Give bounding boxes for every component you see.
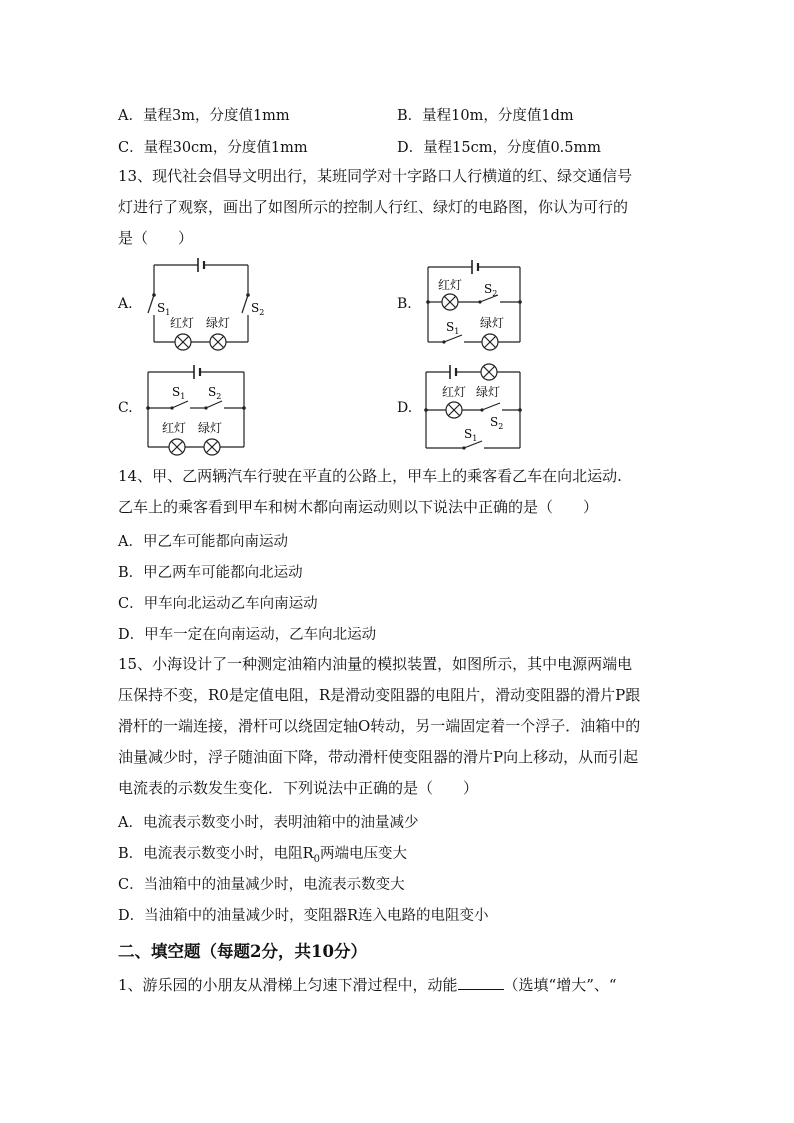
red-lamp-label: 红灯 xyxy=(162,421,187,435)
s2-label: S xyxy=(208,385,217,399)
circuit-d-diagram xyxy=(420,360,530,455)
circuit-c-diagram xyxy=(142,360,262,455)
fill1-blank[interactable] xyxy=(458,975,504,990)
q15-option-d: D．当油箱中的油量减少时，变阻器R连入电路的电阻变小 xyxy=(118,908,489,924)
s2-label: S xyxy=(251,301,260,315)
q12-option-a: A．量程3m，分度值1mm xyxy=(118,108,290,124)
svg-text:S1 xyxy=(157,301,170,317)
q15-stem-line5: 电流表的示数发生变化．下列说法中正确的是（ ） xyxy=(118,779,479,797)
section-heading: 二、填空题（每题2分，共10分） xyxy=(118,942,367,961)
s1-subscript: 1 xyxy=(180,392,186,401)
circuit-a-label: A. xyxy=(118,296,133,312)
circuit-b-label: B. xyxy=(397,296,412,312)
q15-option-c: C．当油箱中的油量减少时，电流表示数变大 xyxy=(118,877,405,893)
q15-option-a: A．电流表示数变小时，表明油箱中的油量减少 xyxy=(118,815,419,831)
circuit-b-diagram xyxy=(420,255,530,355)
q14-stem-line1: 14、甲、乙两辆汽车行驶在平直的公路上，甲车上的乘客看乙车在向北运动. xyxy=(118,467,622,485)
s1-subscript: 1 xyxy=(472,434,478,443)
q15-stem-line4: 油量减少时，浮子随油面下降，带动滑杆使变阻器的滑片P向上移动，从而引起 xyxy=(118,748,639,766)
red-lamp-label: 红灯 xyxy=(438,278,463,292)
s1-label: S xyxy=(172,385,181,399)
q15-stem-line1: 15、小海设计了一种测定油箱内油量的模拟装置，如图所示，其中电源两端电 xyxy=(118,655,633,673)
q14-stem-line2: 乙车上的乘客看到甲车和树木都向南运动则以下说法中正确的是（ ） xyxy=(118,498,599,516)
svg-text:S2 xyxy=(208,385,221,401)
q15-option-b-pre: B．电流表示数变小时，电阻R xyxy=(118,846,314,862)
q12-option-c: C．量程30cm，分度值1mm xyxy=(118,140,308,156)
s2-subscript: 2 xyxy=(498,422,504,431)
fill1-post: （选填“增大”、“ xyxy=(503,976,617,994)
s1-label: S xyxy=(464,427,473,441)
green-lamp-label: 绿灯 xyxy=(476,385,501,399)
svg-text:S2 xyxy=(490,415,503,431)
q15-option-b-sub: 0 xyxy=(313,853,320,865)
s2-subscript: 2 xyxy=(216,392,222,401)
q14-option-a: A．甲乙车可能都向南运动 xyxy=(118,534,288,550)
q15-option-b-post: 两端电压变大 xyxy=(319,846,407,862)
svg-text:S1 xyxy=(446,320,459,336)
q14-option-c: C．甲车向北运动乙车向南运动 xyxy=(118,596,318,612)
s1-subscript: 1 xyxy=(454,327,460,336)
s2-label: S xyxy=(484,282,493,296)
circuit-c-label: C. xyxy=(118,400,133,416)
circuit-d-label: D. xyxy=(397,400,413,416)
q14-option-d: D．甲车一定在向南运动，乙车向北运动 xyxy=(118,627,377,643)
q15-stem-line3: 滑杆的一端连接，滑杆可以绕固定轴O转动，另一端固定着一个浮子．油箱中的 xyxy=(118,717,641,735)
q15-stem-line2: 压保持不变，R0是定值电阻，R是滑动变阻器的电阻片，滑动变阻器的滑片P跟 xyxy=(118,686,641,704)
q13-stem-line2: 灯进行了观察，画出了如图所示的控制人行红、绿灯的电路图，你认为可行的 xyxy=(118,198,629,216)
q15-option-b xyxy=(118,842,407,865)
svg-text:S2 xyxy=(251,301,264,317)
fill-question-1 xyxy=(118,975,617,995)
s1-label: S xyxy=(157,301,166,315)
s2-label: S xyxy=(490,415,499,429)
fill1-pre: 1、游乐园的小朋友从滑梯上匀速下滑过程中，动能 xyxy=(118,976,458,994)
green-lamp-label: 绿灯 xyxy=(198,421,223,435)
red-lamp-label: 红灯 xyxy=(170,316,195,330)
s2-subscript: 2 xyxy=(259,308,265,317)
s2-subscript: 2 xyxy=(492,289,498,298)
q13-stem-line1: 13、现代社会倡导文明出行，某班同学对十字路口人行横道的红、绿交通信号 xyxy=(118,167,633,185)
red-lamp-label: 红灯 xyxy=(442,385,467,399)
svg-text:S1 xyxy=(464,427,477,443)
q12-option-d: D．量程15cm，分度值0.5mm xyxy=(397,140,602,156)
s1-label: S xyxy=(446,320,455,334)
green-lamp-label: 绿灯 xyxy=(480,316,505,330)
svg-text:S2 xyxy=(484,282,497,298)
q13-stem-line3: 是（ ） xyxy=(118,229,194,247)
svg-text:S1 xyxy=(172,385,185,401)
green-lamp-label: 绿灯 xyxy=(206,316,231,330)
q12-option-b: B．量程10m，分度值1dm xyxy=(397,108,574,124)
s1-subscript: 1 xyxy=(165,308,171,317)
circuit-a-diagram xyxy=(140,255,270,350)
q14-option-b: B．甲乙两车可能都向北运动 xyxy=(118,565,303,581)
